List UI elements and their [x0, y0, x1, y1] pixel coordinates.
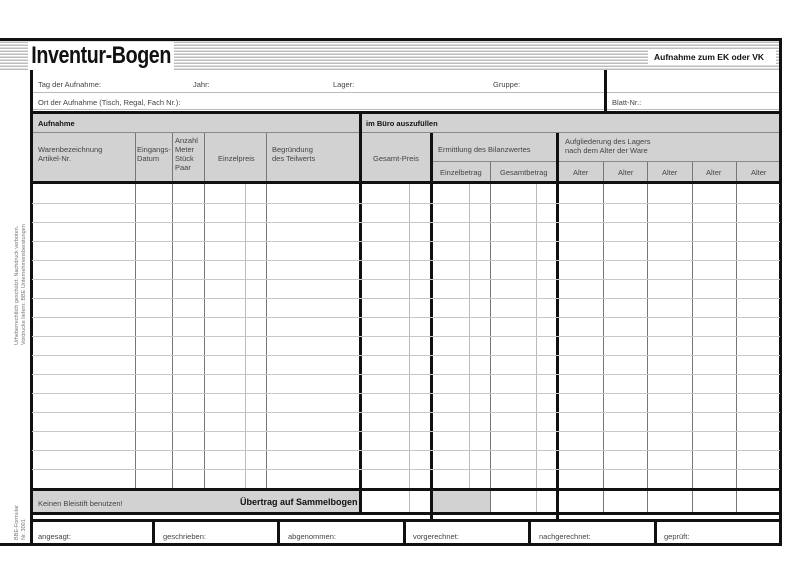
- table-row[interactable]: [32, 298, 780, 299]
- form-number: [14, 505, 28, 540]
- col-qty-line1: Anzahl: [175, 136, 198, 145]
- hdr-div-age3: [647, 162, 648, 181]
- carryover-bottom: [30, 512, 782, 515]
- col-stock-breakdown: [565, 137, 650, 155]
- hdr-div-qty: [172, 133, 173, 181]
- sheet-no-field[interactable]: Blatt-Nr.:: [612, 98, 642, 107]
- col-single-amount: Einzelbetrag: [440, 168, 482, 177]
- col-balance-value: Ermittlung des Bilanzwertes: [438, 145, 531, 154]
- carryover-label: Übertrag auf Sammelbogen: [240, 497, 358, 507]
- hdr-div-age4: [692, 162, 693, 181]
- col-quantity: [175, 136, 198, 172]
- col-unit-price: Einzelpreis: [218, 154, 255, 163]
- hdr-div-receipt: [135, 133, 136, 181]
- carryover-single-shaded: [433, 491, 490, 512]
- bottom-border: [0, 543, 782, 546]
- body-div-gesamt-cents: [536, 184, 537, 512]
- table-row[interactable]: [32, 431, 780, 432]
- col-item-line2: Artikel-Nr.: [38, 154, 71, 163]
- section-recording: Aufnahme: [38, 119, 75, 128]
- col-qty-line2: Meter: [175, 145, 195, 154]
- form-number-line2: Nr. 3001: [21, 519, 27, 540]
- col-item-line1: Warenbezeichnung: [38, 145, 103, 154]
- no-pencil-note: Keinen Bleistift benutzen!: [38, 499, 123, 508]
- table-row[interactable]: [32, 469, 780, 470]
- col-receipt-line2: Datum: [137, 154, 160, 163]
- field-divider-bottom: [33, 109, 779, 110]
- group-field[interactable]: Gruppe:: [493, 80, 521, 89]
- col-total-price: Gesamt-Preis: [373, 154, 419, 163]
- sig-checked[interactable]: geprüft:: [664, 532, 690, 541]
- date-field[interactable]: Tag der Aufnahme:: [38, 80, 101, 89]
- signature-top: [30, 519, 782, 522]
- table-row[interactable]: [32, 241, 780, 242]
- col-stock-line2: nach dem Alter der Ware: [565, 146, 648, 155]
- body-div-age5: [736, 184, 737, 512]
- body-div-age2: [603, 184, 604, 512]
- col-age-1: Alter: [573, 168, 589, 177]
- sig-accepted[interactable]: abgenommen:: [288, 532, 336, 541]
- section-office: im Büro auszufüllen: [366, 119, 438, 128]
- subheader-line: [431, 161, 779, 162]
- col-item: [38, 145, 102, 163]
- col-justification: [272, 145, 315, 163]
- form-number-line1: BBE-Formular: [14, 505, 20, 540]
- col-stock-line1: Aufgliederung des Lagers: [565, 137, 651, 146]
- mode-label: Aufnahme zum EK oder VK: [654, 52, 765, 62]
- table-row[interactable]: [32, 374, 780, 375]
- hdr-div-age2: [603, 162, 604, 181]
- sig-div-5: [654, 519, 657, 545]
- header-bottom-border: [30, 181, 782, 184]
- sig-div-1: [152, 519, 155, 545]
- copyright-line1: Urheberrechtlich geschützt. Nachdruck verboten.: [14, 225, 20, 345]
- hdr-div-just: [266, 133, 267, 181]
- table-row[interactable]: [32, 336, 780, 337]
- table-row[interactable]: [32, 260, 780, 261]
- table-row[interactable]: [32, 203, 780, 204]
- sig-precalculated[interactable]: vorgerechnet:: [413, 532, 459, 541]
- col-age-2: Alter: [618, 168, 634, 177]
- col-age-4: Alter: [706, 168, 722, 177]
- table-row[interactable]: [32, 450, 780, 451]
- hdr-div-price: [204, 133, 205, 181]
- form-title: Inventur-Bogen: [28, 42, 174, 70]
- sig-written[interactable]: geschrieben:: [163, 532, 206, 541]
- mode-label-box: [648, 50, 776, 64]
- table-row[interactable]: [32, 412, 780, 413]
- body-div-age3: [647, 184, 648, 512]
- col-total-amount: Gesamtbetrag: [500, 168, 548, 177]
- body-div-gesamtbetrag: [490, 184, 491, 512]
- office-divider: [359, 111, 362, 515]
- body-div-age4: [692, 184, 693, 512]
- balance-divider: [430, 133, 433, 519]
- location-field[interactable]: Ort der Aufnahme (Tisch, Regal, Fach Nr.):: [38, 98, 181, 107]
- hdr-div-age5: [736, 162, 737, 181]
- stock-divider: [556, 133, 559, 519]
- col-receipt-line1: Eingangs-: [137, 145, 171, 154]
- table-row[interactable]: [32, 222, 780, 223]
- table-row[interactable]: [32, 317, 780, 318]
- copyright-note: [14, 224, 28, 345]
- col-qty-line4: Paar: [175, 163, 191, 172]
- table-row[interactable]: [32, 279, 780, 280]
- storage-field[interactable]: Lager:: [333, 80, 355, 89]
- sig-div-2: [277, 519, 280, 545]
- sig-div-3: [403, 519, 406, 545]
- table-row[interactable]: [32, 393, 780, 394]
- col-age-5: Alter: [751, 168, 767, 177]
- hdr-div-gesamtbetrag: [490, 162, 491, 181]
- sig-recalculated[interactable]: nachgerechnet:: [539, 532, 591, 541]
- body-div-total-cents: [409, 184, 410, 512]
- field-divider: [33, 92, 779, 93]
- col-just-line2: des Teilwerts: [272, 154, 316, 163]
- col-receipt-date: [137, 145, 171, 163]
- sig-div-4: [528, 519, 531, 545]
- sheet-no-divider: [604, 70, 607, 112]
- col-just-line1: Begründung: [272, 145, 313, 154]
- sig-announced[interactable]: angesagt:: [38, 532, 71, 541]
- col-qty-line3: Stück: [175, 154, 194, 163]
- section-divider-line: [33, 132, 779, 133]
- year-field[interactable]: Jahr:: [193, 80, 210, 89]
- top-border: [0, 38, 782, 41]
- copyright-line2: Vordrucke liefern: BBE Unternehmensberatungen: [21, 224, 27, 345]
- col-age-3: Alter: [662, 168, 678, 177]
- table-row[interactable]: [32, 355, 780, 356]
